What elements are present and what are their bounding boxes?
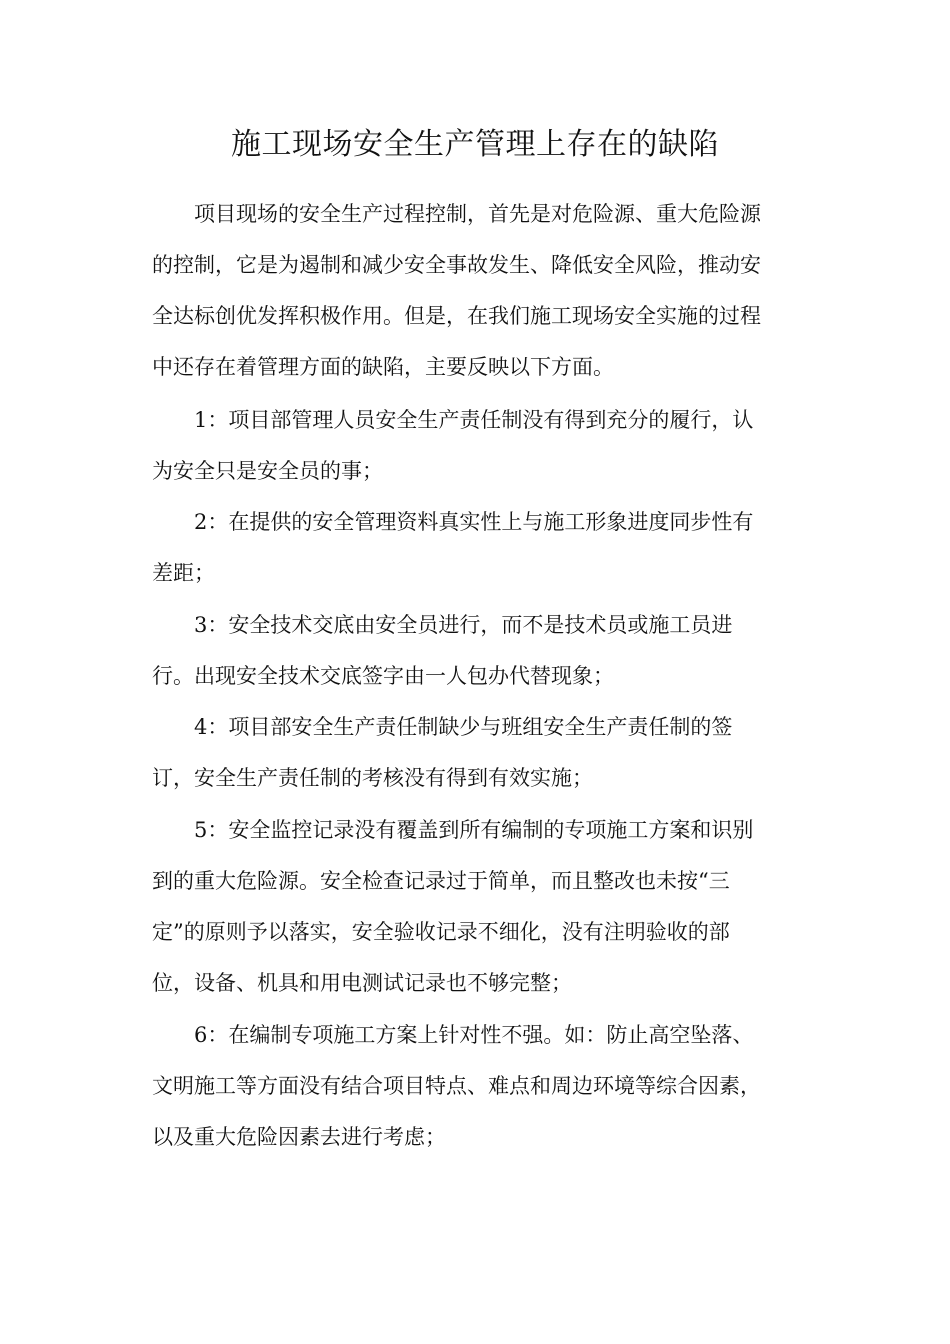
paragraph-line: 1：项目部管理人员安全生产责任制没有得到充分的履行，认 [194, 408, 754, 432]
paragraph-line: 的控制，它是为遏制和减少安全事故发生、降低安全风险，推动安 [152, 253, 761, 277]
paragraph-line: 2：在提供的安全管理资料真实性上与施工形象进度同步性有 [194, 510, 754, 534]
paragraph-line: 6：在编制专项施工方案上针对性不强。如：防止高空坠落、 [194, 1023, 754, 1047]
paragraph-line: 5：安全监控记录没有覆盖到所有编制的专项施工方案和识别 [194, 818, 754, 842]
paragraph-line: 位，设备、机具和用电测试记录也不够完整； [152, 971, 572, 995]
paragraph-line: 定”的原则予以落实，安全验收记录不细化，没有注明验收的部 [152, 920, 730, 944]
paragraph-line: 文明施工等方面没有结合项目特点、难点和周边环境等综合因素， [152, 1074, 761, 1098]
paragraph-line: 订，安全生产责任制的考核没有得到有效实施； [152, 766, 593, 790]
paragraph-line: 行。出现安全技术交底签字由一人包办代替现象； [152, 664, 614, 688]
paragraph-line: 以及重大危险因素去进行考虑； [152, 1125, 446, 1149]
paragraph-line: 3：安全技术交底由安全员进行，而不是技术员或施工员进 [194, 613, 733, 637]
paragraph-line: 4：项目部安全生产责任制缺少与班组安全生产责任制的签 [194, 715, 733, 739]
paragraph-line: 差距； [152, 561, 215, 585]
paragraph-line: 项目现场的安全生产过程控制，首先是对危险源、重大危险源 [194, 202, 761, 226]
paragraph-line: 为安全只是安全员的事； [152, 459, 383, 483]
paragraph-line: 全达标创优发挥积极作用。但是，在我们施工现场安全实施的过程 [152, 304, 761, 328]
document-title: 施工现场安全生产管理上存在的缺陷 [231, 127, 719, 162]
paragraph-line: 中还存在着管理方面的缺陷，主要反映以下方面。 [152, 355, 614, 379]
paragraph-line: 到的重大危险源。安全检查记录过于简单，而且整改也未按“三 [152, 869, 730, 893]
